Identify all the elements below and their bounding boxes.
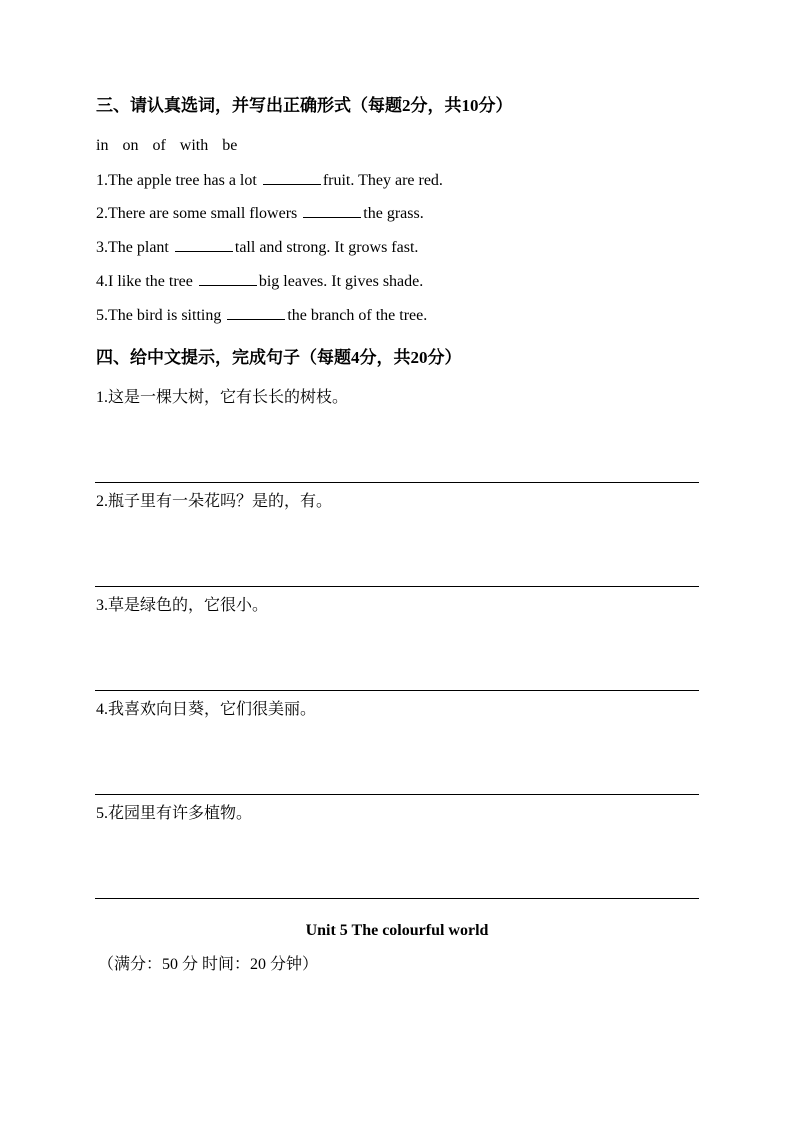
answer-blank[interactable] <box>175 237 233 252</box>
question-text: fruit. They are red. <box>322 172 443 189</box>
translation-prompt: 2.瓶子里有一朵花吗？是的，有。 <box>96 493 333 510</box>
translation-prompt: 4.我喜欢向日葵，它们很美丽。 <box>96 701 317 718</box>
option-word: in <box>96 137 109 154</box>
question-text: the branch of the tree. <box>287 307 428 324</box>
question-text: big leaves. It gives shade. <box>258 273 424 290</box>
fill-blank-question <box>96 170 443 191</box>
translation-prompt: 1.这是一棵大树，它有长长的树枝。 <box>96 389 349 406</box>
option-word: be <box>222 137 238 154</box>
word-options <box>96 136 247 156</box>
question-text: the grass. <box>363 205 424 222</box>
option-word: of <box>152 137 166 154</box>
translation-prompt: 3.草是绿色的，它很小。 <box>96 597 269 614</box>
option-word: on <box>122 137 139 154</box>
fill-blank-question <box>96 271 423 292</box>
exam-info: （满分：50 分 时间：20 分钟） <box>98 956 319 973</box>
question-text: 4.I like the tree <box>96 273 197 290</box>
answer-blank[interactable] <box>263 170 321 185</box>
option-word: with <box>179 137 209 154</box>
question-text: 3.The plant <box>96 239 173 256</box>
answer-blank[interactable] <box>227 305 285 320</box>
unit-title: Unit 5 The colourful world <box>305 922 489 939</box>
fill-blank-question <box>96 203 424 224</box>
question-text: 5.The bird is sitting <box>96 307 226 324</box>
answer-line[interactable] <box>95 794 699 795</box>
section3-heading: 三、请认真选词，并写出正确形式（每题2分，共10分） <box>96 96 513 115</box>
answer-blank[interactable] <box>199 271 257 286</box>
answer-line[interactable] <box>95 898 699 899</box>
fill-blank-question <box>96 237 418 258</box>
answer-line[interactable] <box>95 586 699 587</box>
section4-heading: 四、给中文提示，完成句子（每题4分，共20分） <box>96 348 462 367</box>
question-text: tall and strong. It grows fast. <box>234 239 419 256</box>
answer-line[interactable] <box>95 482 699 483</box>
question-text: 1.The apple tree has a lot <box>96 172 261 189</box>
answer-blank[interactable] <box>303 203 361 218</box>
fill-blank-question <box>96 305 427 326</box>
translation-prompt: 5.花园里有许多植物。 <box>96 805 253 822</box>
question-text: 2.There are some small flowers <box>96 205 302 222</box>
answer-line[interactable] <box>95 690 699 691</box>
